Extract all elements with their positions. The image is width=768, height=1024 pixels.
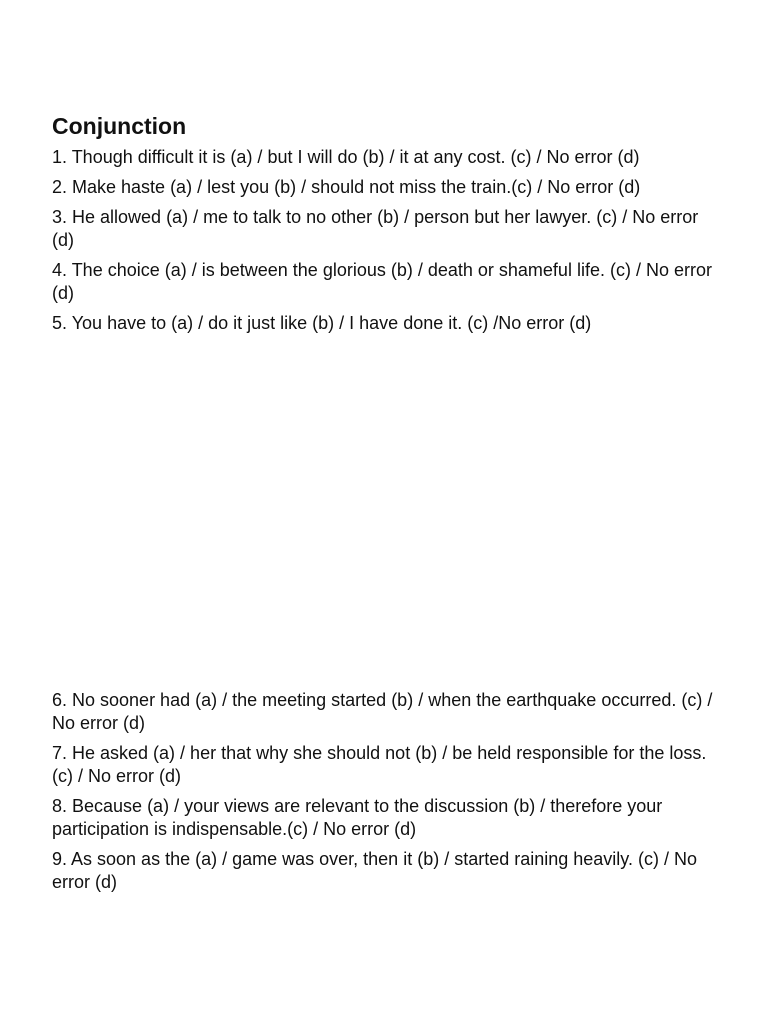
- question-item: 8. Because (a) / your views are relevant to the discussion (b) / therefore your participation is indispensable.(c) / No error (d): [52, 796, 663, 839]
- question-item: 3. He allowed (a) / me to talk to no other (b) / person but her lawyer. (c) / No error (d): [52, 207, 699, 250]
- question-item: 2. Make haste (a) / lest you (b) / should not miss the train.(c) / No error (d): [52, 177, 641, 197]
- question-item: 6. No sooner had (a) / the meeting started (b) / when the earthquake occurred. (c) / No error (d): [52, 690, 713, 733]
- page-title: Conjunction: [52, 113, 187, 139]
- question-item: 9. As soon as the (a) / game was over, then it (b) / started raining heavily. (c) / No error (d): [52, 849, 697, 892]
- question-item: 7. He asked (a) / her that why she should not (b) / be held responsible for the loss. (c) / No error (d): [52, 743, 707, 786]
- question-list-top: [52, 146, 724, 342]
- question-item: 4. The choice (a) / is between the glorious (b) / death or shameful life. (c) / No error (d): [52, 260, 712, 303]
- question-list-bottom: [52, 689, 724, 901]
- question-item: 1. Though difficult it is (a) / but I will do (b) / it at any cost. (c) / No error (d): [52, 147, 640, 167]
- question-item: 5. You have to (a) / do it just like (b) / I have done it. (c) /No error (d): [52, 313, 592, 333]
